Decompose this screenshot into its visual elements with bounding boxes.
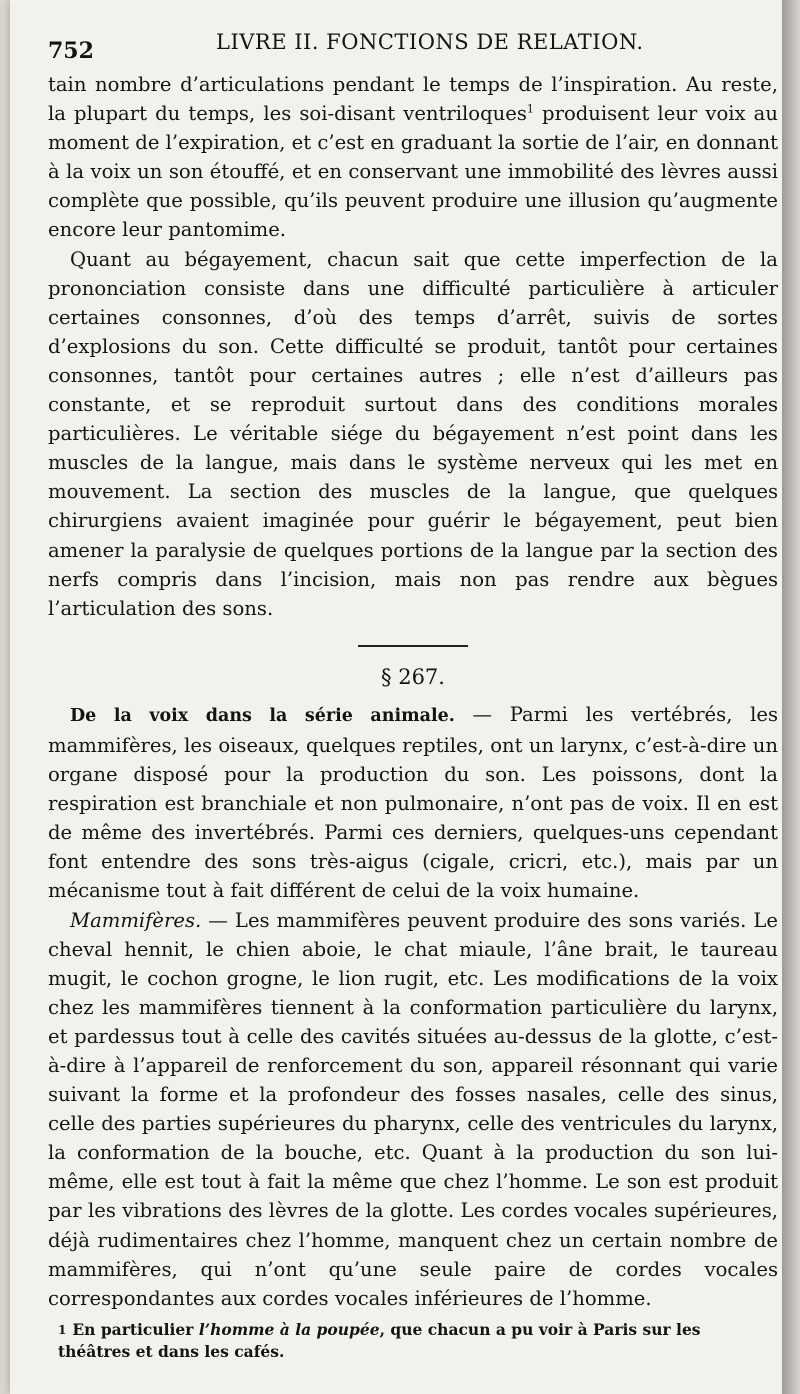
paragraph-mammals — [48, 906, 778, 1313]
paragraph-animal-voice — [48, 700, 778, 906]
footnote-text: En particulier — [72, 1319, 199, 1339]
page-header — [48, 0, 778, 70]
paragraph-text: produisent leur voix au moment de l’expiration, et c’est en graduant la sortie de l’air, en donnant à la voix un son étouffé, et en conservant une immobilité des lèvres aussi complète que possible, qu’ils peuvent produire une illusion qu’augmente encore leur pantomime. — [48, 102, 778, 242]
paragraph-ventriloquism — [48, 70, 778, 245]
paragraph-text: — Les mammifères peuvent produire des sons variés. Le cheval hennit, le chien aboie, le chat miaule, l’âne brait, le taureau mugit, le cochon grogne, le lion rugit, etc. Les modifications de la voix chez les mammifères tiennent à la conformation particulière du larynx, et pardessus tout à celle des cavités situées au-dessus de la glotte, c’est-à-dire à l’appareil de renforcement du son, appareil résonnant qui varie suivant la forme et la profondeur des fosses nasales, celle des sinus, celle des parties supérieures du pharynx, celle des ventricules du larynx, la conformation de la bouche, etc. Quant à la production du son lui-même, elle est tout à fait la même que chez l’homme. Le son est produit par les vibrations des lèvres de la glotte. Les cordes vocales supérieures, déjà rudimentaires chez l’homme, manquent chez un certain nombre de mammifères, qui n’ont qu’une seule paire de cordes vocales correspondantes aux cordes vocales inférieures de l’homme. — [48, 908, 778, 1310]
section-divider — [358, 645, 468, 647]
run-in-heading: Mammifères. — [70, 908, 202, 932]
footnote-text: , que chacun a pu voir à Paris sur les théâtres et dans les cafés. — [58, 1319, 701, 1361]
paragraph-stuttering: Quant au bégayement, chacun sait que cette imperfection de la prononciation consiste dans une difficulté particulière à articuler certaines consonnes, d’où des temps d’arrêt, suivis de sortes d’explosions du son. Cette difficulté se produit, tantôt pour certaines consonnes, tantôt pour certaines autres ; elle n’est d’ailleurs pas constante, et se reproduit surtout dans des conditions morales particulières. Le véritable siége du bégayement n’est point dans les muscles de la langue, mais dans le système nerveux qui les met en mouvement. La section des muscles de la langue, que quelques chirurgiens avaient imaginée pour guérir le bégayement, peut bien amener la paralysie de quelques portions de la langue par la section des nerfs compris dans l’incision, mais non pas rendre aux bègues l’articulation des sons. — [48, 247, 778, 620]
paragraph-text: tain nombre d’articulations pendant le temps de l’inspiration. Au reste, la plupart du temps, les soi-disant ventriloques — [48, 73, 778, 126]
paragraph-text: — Parmi les vertébrés, les mammifères, les oiseaux, quelques reptiles, ont un larynx, c’est-à-dire un organe disposé pour la production du son. Les poissons, dont la respiration est branchiale et non pulmonaire, n’ont pas de voix. Il en est de même des invertébrés. Parmi ces derniers, quelques-uns cependant font entendre des sons très-aigus (cigale, cricri, etc.), mais par un mécanisme tout à fait différent de celui de la voix humaine. — [48, 702, 779, 903]
page-number: 752 — [48, 38, 94, 64]
running-title: LIVRE II. FONCTIONS DE RELATION. — [216, 30, 644, 54]
book-page — [10, 0, 782, 1394]
footnote-reference: 1 — [526, 102, 534, 116]
footnote-italic-text: l’homme à la poupée — [198, 1319, 380, 1339]
text-column — [48, 0, 778, 1363]
footnote — [48, 1319, 778, 1363]
section-number: § 267. — [381, 664, 445, 689]
run-in-heading: De la voix dans la série animale. — [70, 705, 455, 726]
body-text — [48, 70, 778, 1363]
footnote-mark: 1 — [58, 1322, 67, 1337]
